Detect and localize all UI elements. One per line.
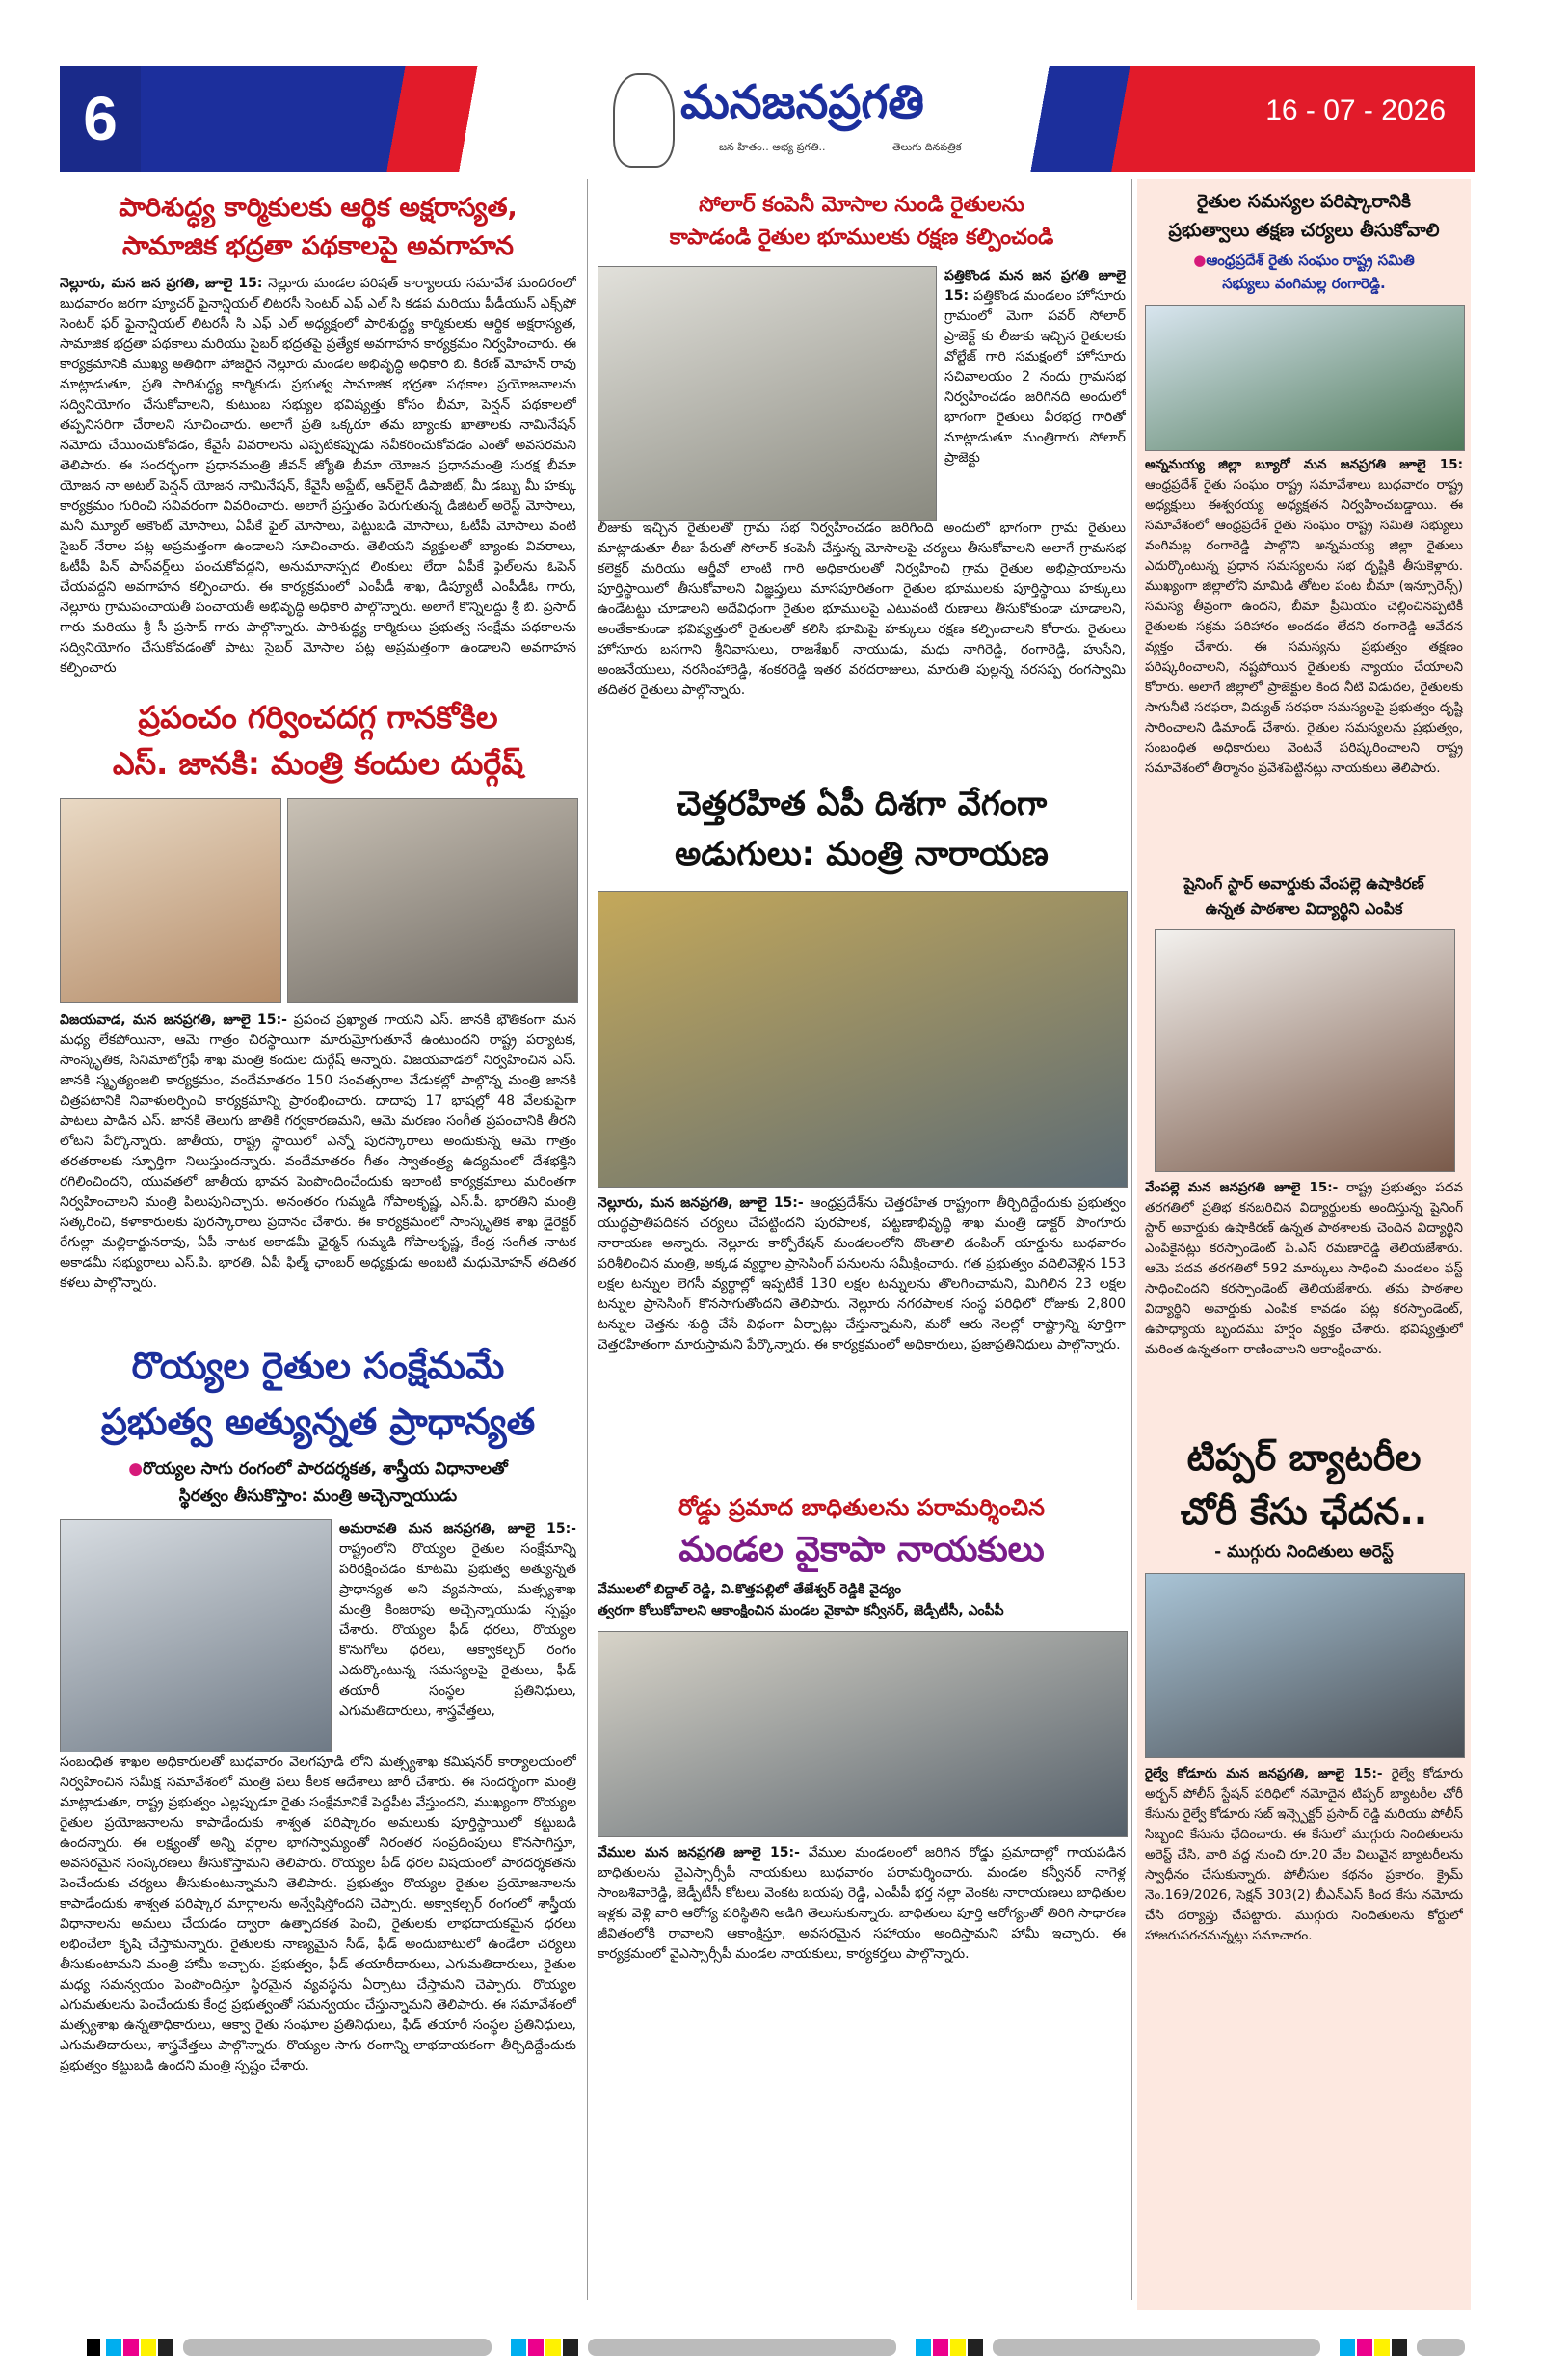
article2-text: ప్రపంచ ప్రఖ్యాత గాయని ఎస్. జానకి భౌతికంగా మన మధ్య లేకపోయినా, ఆమె గాత్రం చిరస్థాయిగా మారుమ్రోగుతూనే ఉంటుందని రాష్ట్ర పర్యాటక, సాంస్కృతిక, సినిమాటోగ్రఫీ శాఖ మంత్రి కందుల దుర్గేష్ అన్నారు. విజయవాడలో నిర్వహించిన ఎస్. జానకి స్మృత్యంజలి కార్యక్రమం, వందేమాతరం 150 సంవత్సరాల వేడుకల్లో పాల్గొన్న మంత్రి జానకి చిత్రపటానికి నివాళులర్పించి కార్యక్రమాన్ని ప్రారంభించారు. దాదాపు 17 భాషల్లో 48 వేలకుపైగా పాటలు పాడిన ఎస్. జానకి తెలుగు జాతికి గర్వకారణమని, ఆమె మరణం సంగీత ప్రపంచానికి తీరని లోటని పేర్కొన్నారు. జాతీయ, రాష్ట్ర స్థాయిలో ఎన్నో పురస్కారాలు అందుకున్న ఆమె గాత్రం తరతరాలకు స్ఫూర్తిగా నిలుస్తుందన్నారు. వందేమాతరం గీతం స్వాతంత్ర్య ఉద్యమంలో దేశభక్తిని రగిలించిందని, యువతలో జాతీయ భావన పెంపొందించేందుకు ఇలాంటి కార్యక్రమాలు మరింతగా నిర్వహించాలని మంత్రి పిలుపునిచ్చారు. అనంతరం గుమ్మడి గోపాలకృష్ణ, ఎస్.పీ. భారతిని మంత్రి సత్కరించి, కళాకారులకు పురస్కారాలు ప్రదానం చేశారు. ఈ కార్యక్రమంలో సాంస్కృతిక శాఖ డైరెక్టర్ రేగుల్లా మల్లికార్జునరావు, ఏపీ నాటక అకాడమీ ఛైర్మన్ గుమ్మడి గోపాలకృష్ణ, కేంద్ర సంగీత నాటక అకాడమీ సభ్యురాలు ఎస్.పి. భారతి, ఏపీ ఫిల్మ్ ఛాంబర్ అధ్యక్షుడు అంబటి మధుమోహన్ తదితర కళలు పాల్గొన్నారు. xyxy=(60,1012,576,1291)
article5-headline-2: అడుగులు: మంత్రి నారాయణ xyxy=(675,835,1049,873)
article2-photo-1 xyxy=(60,798,281,1003)
article8-text: రాష్ట్ర ప్రభుత్వం పదవ తరగతిలో ప్రతిభ కనబరిచిన విద్యార్థులకు అందిస్తున్న షైనింగ్ స్టార్ అవార్డుకు ఉషాకిరణ్ ఉన్నత పాఠశాలకు చెందిన విద్యార్థిని ఎంపికైనట్లు కరస్పాండెంట్ పి.ఎస్ రమణారెడ్డి తెలియజేశారు. ఆమె పదవ తరగతిలో 592 మార్కులు సాధించి మండలం ఫస్ట్ సాధించిందని కరస్పాండెంట్ తెలియజేశారు. తమ పాఠశాల విద్యార్థిని అవార్డుకు ఎంపిక కావడం పట్ల కరస్పాండెంట్, ఉపాధ్యాయ బృందము హర్షం వ్యక్తం చేశారు. భవిష్యత్తులో మరింత ఉన్నతంగా రాణించాలని ఆకాంక్షించారు. xyxy=(1145,1180,1463,1357)
article2-dateline: విజయవాడ, మన జనప్రగతి, జూలై 15:- xyxy=(60,1012,287,1028)
article3-headline-2: ప్రభుత్వ అత్యున్నత ప్రాధాన్యత xyxy=(100,1401,536,1443)
column-divider xyxy=(587,179,588,2300)
article5-headline-1: చెత్తరహిత ఏపీ దిశగా వేగంగా xyxy=(676,785,1048,823)
issue-date: 16 - 07 - 2026 xyxy=(1265,94,1446,126)
article5-photo xyxy=(598,891,1128,1188)
color-swatch-yellow xyxy=(1374,2339,1390,2356)
gray-scale-bar xyxy=(588,2339,896,2356)
color-swatch-magenta xyxy=(123,2339,139,2356)
article4-body: లీజుకు ఇచ్చిన రైతులతో గ్రామ సభ నిర్వహించడం జరిగింది అందులో భాగంగా గ్రామ రైతులు మాట్లాడుతూ లీజు పేరుతో సోలార్ కంపెనీ చేస్తున్న మోసాలపై చర్యలు తీసుకోవాలని అలాగే గ్రామసభ కలెక్టర్ మరియు ఆర్డీవో లాంటి గారి అధికారులతో నిర్వహించి గ్రామ రైతుల అభిప్రాయాలను పూర్తిస్థాయిలో తీసుకోవాలని విజ్ఞప్తులు మాసపూరితంగా రైతుల భూములకు పూర్తిస్థాయి హక్కులు ఉండేటట్టు చూడాలని అదేవిధంగా రైతుల భూములపై ఎటువంటి రుణాలు తీసుకోకుండా చూడాలని, అంతేకాకుండా భవిష్యత్తులో రైతులతో కలిసి భూమిపై హక్కులు రక్షణ కల్పించాలని కోరారు. రైతులు హోసూరు బసగాని శ్రీనివాసులు, రాజశేఖర్ నాయుడు, మధు నాగిరెడ్డి, రంగారెడ్డి, హుసేని, అంజనేయులు, నరసింహారెడ్డి, శంకరరెడ్డి ఇతర వరదరాజులు, మారుతి పుల్లన్న నరసప్ప రంగస్వామి తదితర రైతులు పాల్గొన్నారు. xyxy=(598,521,1126,698)
article7-body xyxy=(1145,455,1463,860)
color-swatch-black xyxy=(158,2339,173,2356)
print-registration-bar xyxy=(48,2339,1494,2356)
article1-headline-1: పారిశుద్ధ్య కార్మికులకు ఆర్థిక అక్షరాస్యత, xyxy=(119,193,518,223)
article8-headline-1: షైనింగ్ స్టార్ అవార్డుకు వేంపల్లె ఉషాకిరణ్ xyxy=(1183,874,1424,893)
article2-photo-2 xyxy=(287,798,578,1003)
right-column xyxy=(1137,179,1471,2310)
color-swatch-black xyxy=(563,2339,578,2356)
article9-body xyxy=(1145,1764,1463,2053)
article9-dateline: రైల్వే కోడూరు మన జనప్రగతి, జూలై 15:- xyxy=(1145,1766,1383,1781)
article6-dateline: వేముల మన జనప్రగతి జూలై 15:- xyxy=(598,1845,800,1860)
color-swatch-magenta xyxy=(933,2339,948,2356)
article9-photo xyxy=(1145,1573,1465,1758)
article8-body xyxy=(1145,1178,1463,1421)
article5-dateline: నెల్లూరు, మన జనప్రగతి, జూలై 15:- xyxy=(598,1195,804,1211)
article3-subhead-1-text: రొయ్యల సాగు రంగంలో పారదర్శకత, శాస్త్రీయ విధానాలతో xyxy=(143,1459,508,1479)
masthead xyxy=(60,66,1475,172)
article6-photo-wrap xyxy=(598,1631,1126,1835)
article9-headline-2: చోరీ కేసు ఛేదన.. xyxy=(1180,1490,1428,1533)
article6-subhead-1: వేములలో బిద్దాల్ రెడ్డి, వి.కొత్తపల్లిలో తేజేశ్వర్ రెడ్డికి వైద్యం xyxy=(598,1582,902,1597)
color-swatch-magenta xyxy=(1357,2339,1372,2356)
article7-text: ఆంధ్రప్రదేశ్ రైతు సంఘం రాష్ట్ర సమావేశాలు బుధవారం రాష్ట్ర అధ్యక్షులు ఈశ్వరయ్య అధ్యక్షతన నిర్వహించబడ్డాయి. ఈ సమావేశంలో ఆంధ్రప్రదేశ్ రైతు సంఘం రాష్ట్ర సమితి సభ్యులు వంగిమల్ల రంగారెడ్డి పాల్గొని అన్నమయ్య జిల్లా రైతులు ఎదుర్కొంటున్న ప్రధాన సమస్యలను సభ దృష్టికి తీసుకెళ్లారు. ముఖ్యంగా జిల్లాలోని మామిడి తోటల పంట బీమా (ఇన్సూరెన్స్) సమస్య తీవ్రంగా ఉందని, బీమా ప్రీమియం చెల్లించినప్పటికీ రైతులకు సక్రమ పరిహారం అందడం లేదని రంగారెడ్డి ఆవేదన వ్యక్తం చేశారు. ఈ సమస్యను ప్రభుత్వం తక్షణం పరిష్కరించాలని, నష్టపోయిన రైతులకు న్యాయం చేయాలని కోరారు. అలాగే జిల్లాలో ప్రాజెక్టుల కింద నీటి విడుదల, రైతులకు సాగునీటి సరఫరా, విద్యుత్ సరఫరా సమస్యలపై ప్రభుత్వం దృష్టి సారించాలని డిమాండ్ చేశారు. రైతుల సమస్యలను ప్రభుత్వం, సంబంధిత అధికారులు వెంటనే పరిష్కరించాలని రాష్ట్ర సమావేశంలో తీర్మానం ప్రవేశపెట్టినట్లు నాయకులు తెలిపారు. xyxy=(1145,477,1463,776)
article6-text: వేముల మండలంలో జరిగిన రోడ్డు ప్రమాదాల్లో గాయపడిన బాధితులను వైఎస్సార్సీపీ నాయకులు బుధవారం పరామర్శించారు. మండల కన్వీనర్ నాగెళ్ల సాంబశివారెడ్డి, జెడ్పీటీసీ కోటలు వెంకట బయపు రెడ్డి, ఎంపీపీ భర్త నల్లా వెంకట నారాయణలు బాధితుల ఇళ్లకు వెళ్లి వారి ఆరోగ్య పరిస్థితిని అడిగి తెలుసుకున్నారు. బాధితులు పూర్తి ఆరోగ్యంతో తిరిగి సాధారణ జీవితంలోకి రావాలని ఆకాంక్షిస్తూ, అవసరమైన సహాయం అందిస్తామని హామీ ఇచ్చారు. ఈ కార్యక్రమంలో వైఎస్సార్సీపీ మండల నాయకులు, కార్యకర్తలు పాల్గొన్నారు. xyxy=(598,1845,1126,1962)
article9-subhead: - ముగ్గురు నిందితులు అరెస్ట్ xyxy=(1214,1542,1394,1562)
color-swatch-black xyxy=(1392,2339,1407,2356)
article8-headline-2: ఉన్నత పాఠశాల విద్యార్థిని ఎంపిక xyxy=(1205,899,1403,918)
article4-dateline: పత్తికొండ మన జన ప్రగతి జూలై 15: xyxy=(944,268,1126,304)
article6-body xyxy=(598,1843,1126,2180)
article5-photo-wrap xyxy=(598,891,1126,1186)
portrait-sketch-icon xyxy=(613,73,675,168)
article8-photo-wrap xyxy=(1145,929,1463,1170)
article5-text: ఆంధ్రప్రదేశ్‌ను చెత్తరహిత రాష్ట్రంగా తీర్చిదిద్దేందుకు ప్రభుత్వం యుద్ధప్రాతిపదికన చర్యలు చేపట్టిందని పురపాలక, పట్టణాభివృద్ధి శాఖ మంత్రి డాక్టర్ పొంగూరు నారాయణ అన్నారు. నెల్లూరు కార్పోరేషన్ మండలంలోని దొంతాలి డంపింగ్ యార్డును బుధవారం పరిశీలించిన మంత్రి, అక్కడ వ్యర్థాల ప్రాసెసింగ్ పనులను సమీక్షించారు. గత ప్రభుత్వం వదిలివెళ్లిన 153 లక్షల టన్నుల లెగసీ వ్యర్థాల్లో ఇప్పటికే 130 లక్షల టన్నులను తొలగించామని, మిగిలిన 23 లక్షల టన్నుల ప్రాసెసింగ్ కొనసాగుతోందని తెలిపారు. నెల్లూరు నగరపాలక సంస్థ పరిధిలో రోజుకు 2,800 టన్నుల చెత్తను శుద్ధి చేసే విధంగా ఏర్పాట్లు చేస్తున్నామని, మరో ఆరు నెలల్లో రాష్ట్రాన్ని పూర్తిగా చెత్తరహితంగా మారుస్తామని పేర్కొన్నారు. ఈ కార్యక్రమంలో అధికారులు, ప్రజాప్రతినిధులు పాల్గొన్నారు. xyxy=(598,1195,1126,1352)
column-divider xyxy=(1131,179,1132,2300)
article9-text: రైల్వే కోడూరు అర్బన్ పోలీస్ స్టేషన్ పరిధిలో నమోదైన టిప్పర్ బ్యాటరీల చోరీ కేసును రైల్వే కోడూరు సబ్ ఇన్స్పెక్టర్ ప్రసాద్ రెడ్డి మరియు పోలీస్ సిబ్బంది కేసును ఛేదించారు. ఈ కేసులో ముగ్గురు నిందితులను అరెస్ట్ చేసి, వారి వద్ద నుంచి రూ.20 వేల విలువైన బ్యాటరీలను స్వాధీనం చేసుకున్నారు. పోలీసుల కథనం ప్రకారం, క్రైమ్ నెం.169/2026, సెక్షన్ 303(2) బీఎన్ఎస్ కింద కేసు నమోదు చేసి దర్యాప్తు చేపట్టారు. ముగ్గురు నిందితులను కోర్టులో హాజరుపరచనున్నట్లు సమాచారం. xyxy=(1145,1766,1463,1943)
article3-photo xyxy=(60,1519,332,1752)
middle-column xyxy=(598,179,1126,2300)
article1-dateline: నెల్లూరు, మన జన ప్రగతి, జూలై 15: xyxy=(60,276,263,291)
registration-mark xyxy=(87,2339,100,2356)
left-column xyxy=(60,179,576,2300)
newspaper-tagline: జన హితం.. అభ్య ప్రగతి.. xyxy=(719,141,826,153)
article3-top-block xyxy=(60,1519,576,1751)
gray-scale-bar xyxy=(183,2339,492,2356)
article4-top-block xyxy=(598,266,1126,519)
newspaper-title: మనజనప్రగతి xyxy=(680,75,924,129)
article7-subhead-1-text: ఆంధ్రప్రదేశ్ రైతు సంఘం రాష్ట్ర సమితి xyxy=(1206,252,1415,269)
article3-headline-1: రొయ్యల రైతుల సంక్షేమమే xyxy=(131,1345,505,1387)
article1-headline-2: సామాజిక భద్రతా పథకాలపై అవగాహన xyxy=(122,231,514,261)
article3-subhead-1 xyxy=(60,1456,576,1483)
article7-headline-2: ప్రభుత్వాలు తక్షణ చర్యలు తీసుకోవాలి xyxy=(1168,220,1440,241)
article2-body xyxy=(60,1010,576,1328)
newspaper-subtitle: తెలుగు దినపత్రిక xyxy=(892,141,962,153)
color-swatch-cyan xyxy=(916,2339,931,2356)
color-swatch-yellow xyxy=(141,2339,156,2356)
color-swatch-cyan xyxy=(1340,2339,1355,2356)
color-swatch-cyan xyxy=(511,2339,526,2356)
article6-headline-1: రోడ్డు ప్రమాద బాధితులను పరామర్శించిన xyxy=(678,1494,1045,1521)
gray-scale-bar xyxy=(1417,2339,1465,2356)
article9-photo-wrap xyxy=(1145,1573,1463,1756)
color-swatch-yellow xyxy=(950,2339,966,2356)
article7-subhead-1 xyxy=(1145,249,1463,272)
article3-body-top xyxy=(339,1519,576,1751)
article1-text: నెల్లూరు మండల పరిషత్ కార్యాలయ సమావేశ మందిరంలో బుధవారం జరగా ప్యూచర్ ఫైనాన్షియల్ లిటరసీ సెంటర్ ఎఫ్ ఎల్ సి కడప మరియు పీడీయుస్ ఎక్స్‌ఫో సెంటర్ ఫర్ ఫైనాన్షియల్ లిటరసీ సి ఎఫ్ ఎల్ అధ్యక్షంలో పారిశుద్ధ్య కార్మికులకు ఆర్థిక అక్షరాస్యత, సామాజిక భద్రతా పథకాలు మరియు సైబర్ భద్రతపై ప్రత్యేక అవగాహన కార్యక్రమం నిర్వహించారు. ఈ కార్యక్రమానికి ముఖ్య అతిథిగా హాజరైన నెల్లూరు మండల అభివృద్ధి అధికారి బి. కిరణ్ మోహన్ రావు మాట్లాడుతూ, ప్రతి పారిశుద్ధ్య కార్మికుడు ప్రభుత్వ సామాజిక భద్రతా పథకాల ప్రయోజనాలను సద్వినియోగం చేసుకోవాలని, కుటుంబ సభ్యుల భవిష్యత్తు కోసం బీమా, పెన్షన్ పథకాలలో తప్పనిసరిగా చేరాలని సూచించారు. అలాగే ప్రతి ఒక్కరూ తమ బ్యాంకు ఖాతాలకు నామినేషన్ నమోదు చేయించుకోవడం, కేవైసీ వివరాలను ఎప్పటికప్పుడు నవీకరించుకోవడం ఎంతో అవసరమని తెలిపారు. ఈ సందర్భంగా ప్రధానమంత్రి జీవన్ జ్యోతి బీమా యోజన ప్రధానమంత్రి సురక్ష బీమా యోజన నా అటల్ పెన్షన్ యోజన నామినేషన్, కేవైసీ అప్డేట్, ఆన్‌లైన్ డిపాజిట్, మీ డబ్బు మీ హక్కు కార్యక్రమం గురించి సవివరంగా వివరించారు. అలాగే ప్రస్తుతం పెరుగుతున్న డిజిటల్ అరెస్ట్ మోసాలు, మనీ మ్యూల్ అకౌంట్ మోసాలు, ఏపీకే ఫైల్ మోసాలు, పెట్టుబడి మోసాలు, ఓటీపీ మోసాలు వంటి సైబర్ నేరాల పట్ల అప్రమత్తంగా ఉండాలని సూచించారు. తెలియని వ్యక్తులతో బ్యాంకు వివరాలు, ఓటీపీ పిన్ పాస్‌వర్డ్‌లు పంచుకోవద్దని, అనుమానాస్పద లింకులు లేదా ఏపీకే ఫైల్‌లను ఓపెన్ చేయవద్దని అవగాహన కల్పించారు. ఈ కార్యక్రమంలో ఎంపీడీ శాఖ, డిప్యూటీ ఎంపీడీఓ గారు, నెల్లూరు గ్రామపంచాయతీ పంచాయతీ అభివృద్ధి అధికారి పాల్గొన్నారు. అలాగే కొన్నిలద్దు శ్రీ బి. ప్రసాద్ గారు మరియు శ్రీ సీ ప్రసాద్ గారు పాల్గొన్నారు. పారిశుద్ధ్య కార్మికులు ప్రభుత్వ సంక్షేమ పథకాలను సద్వినియోగం చేసుకోవడంతో పాటు సైబర్ మోసాల పట్ల అప్రమత్తంగా ఉండాలని అవగాహన కల్పించారు xyxy=(60,276,576,676)
color-swatch-cyan xyxy=(106,2339,121,2356)
article7-headline-1: రైతుల సమస్యల పరిష్కారానికి xyxy=(1197,191,1411,212)
article2-headline-2: ఎస్. జానకి: మంత్రి కందుల దుర్గేష్ xyxy=(112,745,524,782)
article6-photo xyxy=(598,1631,1128,1837)
color-swatch-black xyxy=(968,2339,983,2356)
article4-headline-1: సోలార్ కంపెనీ మోసాల నుండి రైతులను xyxy=(699,193,1024,217)
article6-headline-2: మండల వైకాపా నాయకులు xyxy=(678,1530,1045,1569)
page-number: 6 xyxy=(60,66,141,172)
article1-body xyxy=(60,274,576,679)
article9-headline-1: టిప్పర్ బ్యాటరీల xyxy=(1186,1436,1422,1479)
article5-body xyxy=(598,1193,1126,1477)
article4-body-side xyxy=(944,266,1126,519)
article7-subhead-2: సభ్యులు వంగిమల్ల రంగారెడ్డి. xyxy=(1222,275,1386,292)
article3-subhead-2: స్థిరత్వం తీసుకొస్తాం: మంత్రి అచ్చెన్నాయుడు xyxy=(178,1486,458,1506)
article7-dateline: అన్నమయ్య జిల్లా బ్యూరో మన జనప్రగతి జూలై 15: xyxy=(1145,457,1463,472)
article4-text-side: పత్తికొండ మండలం హోసూరు గ్రామంలో మెగా పవర్ సోలార్ ప్రాజెక్ట్ కు లీజుకు ఇచ్చిన రైతులకు వోల్టేజ్ గారి సమక్షంలో హోసూరు సచివాలయం 2 నందు గ్రామసభ నిర్వహించడం జరిగినది అందులో భాగంగా రైతులు వీరభద్ర గారితో మాట్లాడుతూ మంత్రిగారు సోలార్ ప్రాజెక్టు xyxy=(944,288,1126,466)
article3-text-top: రాష్ట్రంలోని రొయ్యల రైతుల సంక్షేమాన్ని పరిరక్షించడం కూటమి ప్రభుత్వ అత్యున్నత ప్రాధాన్యత అని వ్యవసాయ, మత్స్యశాఖ మంత్రి కింజరాపు అచ్చెన్నాయుడు స్పష్టం చేశారు. రొయ్యల ఫీడ్ ధరలు, రొయ్యల కొనుగోలు ధరలు, ఆక్వాకల్చర్ రంగం ఎదుర్కొంటున్న సమస్యలపై రైతులు, ఫీడ్ తయారీ సంస్థల ప్రతినిధులు, ఎగుమతిదారులు, శాస్త్రవేత్తలు, xyxy=(339,1541,576,1719)
article8-photo xyxy=(1155,929,1455,1172)
article2-photos xyxy=(60,798,576,1010)
article3-body: సంబంధిత శాఖల అధికారులతో బుధవారం వెలగపూడి లోని మత్స్యశాఖ కమిషనర్ కార్యాలయంలో నిర్వహించిన సమీక్ష సమావేశంలో మంత్రి పలు కీలక ఆదేశాలు జారీ చేశారు. ఈ సందర్భంగా మంత్రి మాట్లాడుతూ, రాష్ట్ర ప్రభుత్వం ఎల్లప్పుడూ రైతు సంక్షేమానికే పెద్దపీట వేస్తుందని, ముఖ్యంగా రొయ్యల రైతుల ప్రయోజనాలను కాపాడేందుకు శాశ్వత పరిష్కారం అమలుకు పూర్తిస్థాయిలో కట్టుబడి ఉందన్నారు. ఈ లక్ష్యంతో అన్ని వర్గాల భాగస్వామ్యంతో నిరంతర సంప్రదింపులు కొనసాగిస్తూ, అవసరమైన సంస్కరణలు తీసుకొస్తామని తెలిపారు. రొయ్యల ఫీడ్ ధరల విషయంలో పారదర్శకతను పెంచేందుకు చర్యలు తీసుకుంటున్నామని తెలిపారు. ప్రభుత్వం రొయ్యల రైతుల ప్రయోజనాలను కాపాడేందుకు శాశ్వత పరిష్కార మార్గాలను అన్వేషిస్తోందని చెప్పారు. అక్వాకల్చర్ రంగంలో శాస్త్రీయ విధానాలను అమలు చేయడం ద్వారా ఉత్పాదకత పెంచి, రైతులకు లాభదాయకమైన ధరలు లభించేలా కృషి చేస్తామన్నారు. రైతులకు నాణ్యమైన సీడ్, ఫీడ్ అందుబాటులో ఉండేలా చర్యలు తీసుకుంటామని మంత్రి హామీ ఇచ్చారు. ప్రభుత్వం, ఫీడ్ తయారీదారులు, ఎగుమతిదారులు, రైతుల మధ్య సమన్వయం పెంపొందిస్తూ స్థిరమైన వ్యవస్థను ఏర్పాటు చేస్తామని చెప్పారు. రొయ్యల ఎగుమతులను పెంచేందుకు కేంద్ర ప్రభుత్వంతో సమన్వయం చేస్తున్నామని తెలిపారు. ఈ సమావేశంలో మత్స్యశాఖ ఉన్నతాధికారులు, ఆక్వా రైతు సంఘాల ప్రతినిధులు, ఫీడ్ తయారీ సంస్థల ప్రతినిధులు, ఎగుమతిదారులు, శాస్త్రవేత్తలు పాల్గొన్నారు. రొయ్యల సాగు రంగాన్ని లాభదాయకంగా తీర్చిదిద్దేందుకు ప్రభుత్వం కట్టుబడి ఉందని మంత్రి స్పష్టం చేశారు. xyxy=(60,1754,576,2073)
article7-photo xyxy=(1145,305,1465,451)
article4-photo xyxy=(598,266,937,521)
article7-photo-wrap xyxy=(1145,305,1463,449)
article8-dateline: వేంపల్లె మన జనప్రగతి జూలై 15:- xyxy=(1145,1180,1339,1195)
article2-headline-1: ప్రపంచం గర్వించదగ్గ గానకోకిల xyxy=(138,699,498,735)
masthead-blue-band xyxy=(141,66,603,172)
color-swatch-magenta xyxy=(528,2339,544,2356)
color-swatch-yellow xyxy=(545,2339,561,2356)
article4-headline-2: కాపాడండి రైతుల భూములకు రక్షణ కల్పించండి xyxy=(669,226,1054,250)
article6-subhead-2: త్వరగా కోలుకోవాలని ఆకాంక్షించిన మండల వైకాపా కన్వీనర్, జెడ్పీటీసీ, ఎంపీపీ xyxy=(598,1603,1004,1618)
newspaper-logo xyxy=(603,66,989,172)
bullet-icon: ● xyxy=(1193,252,1207,269)
gray-scale-bar xyxy=(993,2339,1320,2356)
article3-dateline: అమరావతి మన జనప్రగతి, జూలై 15:- xyxy=(339,1521,576,1537)
masthead-red-band xyxy=(989,66,1475,172)
bullet-icon: ● xyxy=(128,1459,144,1479)
